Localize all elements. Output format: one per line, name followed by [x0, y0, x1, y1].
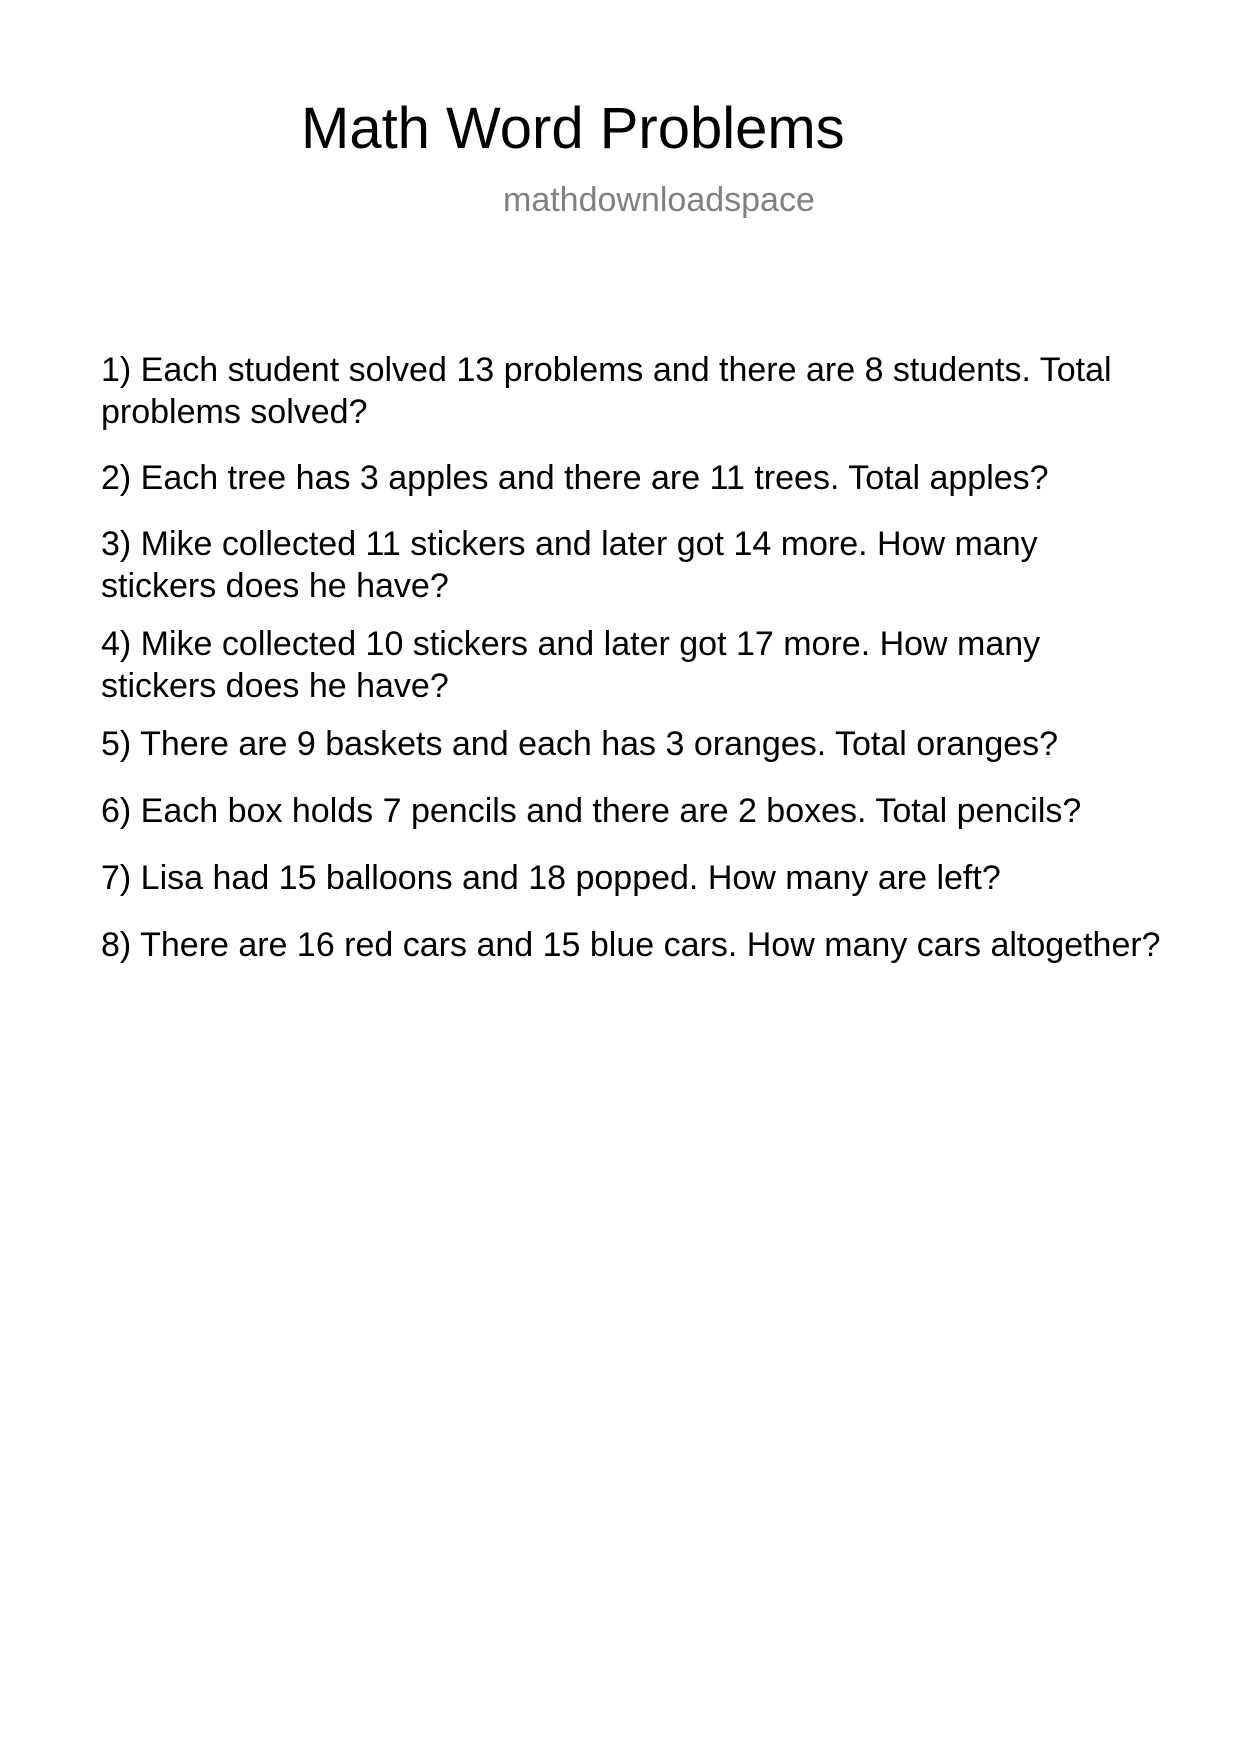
problem-item: 3) Mike collected 11 stickers and later got 14 more. How many stickers does he have? [101, 525, 1038, 605]
problem-item: 4) Mike collected 10 stickers and later got 17 more. How many stickers does he have? [101, 625, 1041, 705]
problem-list [101, 349, 1161, 966]
page-title: Math Word Problems [301, 96, 845, 161]
problem-item: 5) There are 9 baskets and each has 3 oranges. Total oranges? [101, 725, 1059, 763]
problem-item: 2) Each tree has 3 apples and there are 11 trees. Total apples? [101, 459, 1049, 497]
problem-item: 8) There are 16 red cars and 15 blue cars. How many cars altogether? [101, 926, 1161, 964]
page-subtitle: mathdownloadspace [503, 181, 815, 219]
problem-item: 1) Each student solved 13 problems and there are 8 students. Total problems solved? [101, 351, 1112, 431]
problem-item: 7) Lisa had 15 balloons and 18 popped. How many are left? [101, 859, 1001, 897]
problem-item: 6) Each box holds 7 pencils and there are 2 boxes. Total pencils? [101, 792, 1082, 830]
